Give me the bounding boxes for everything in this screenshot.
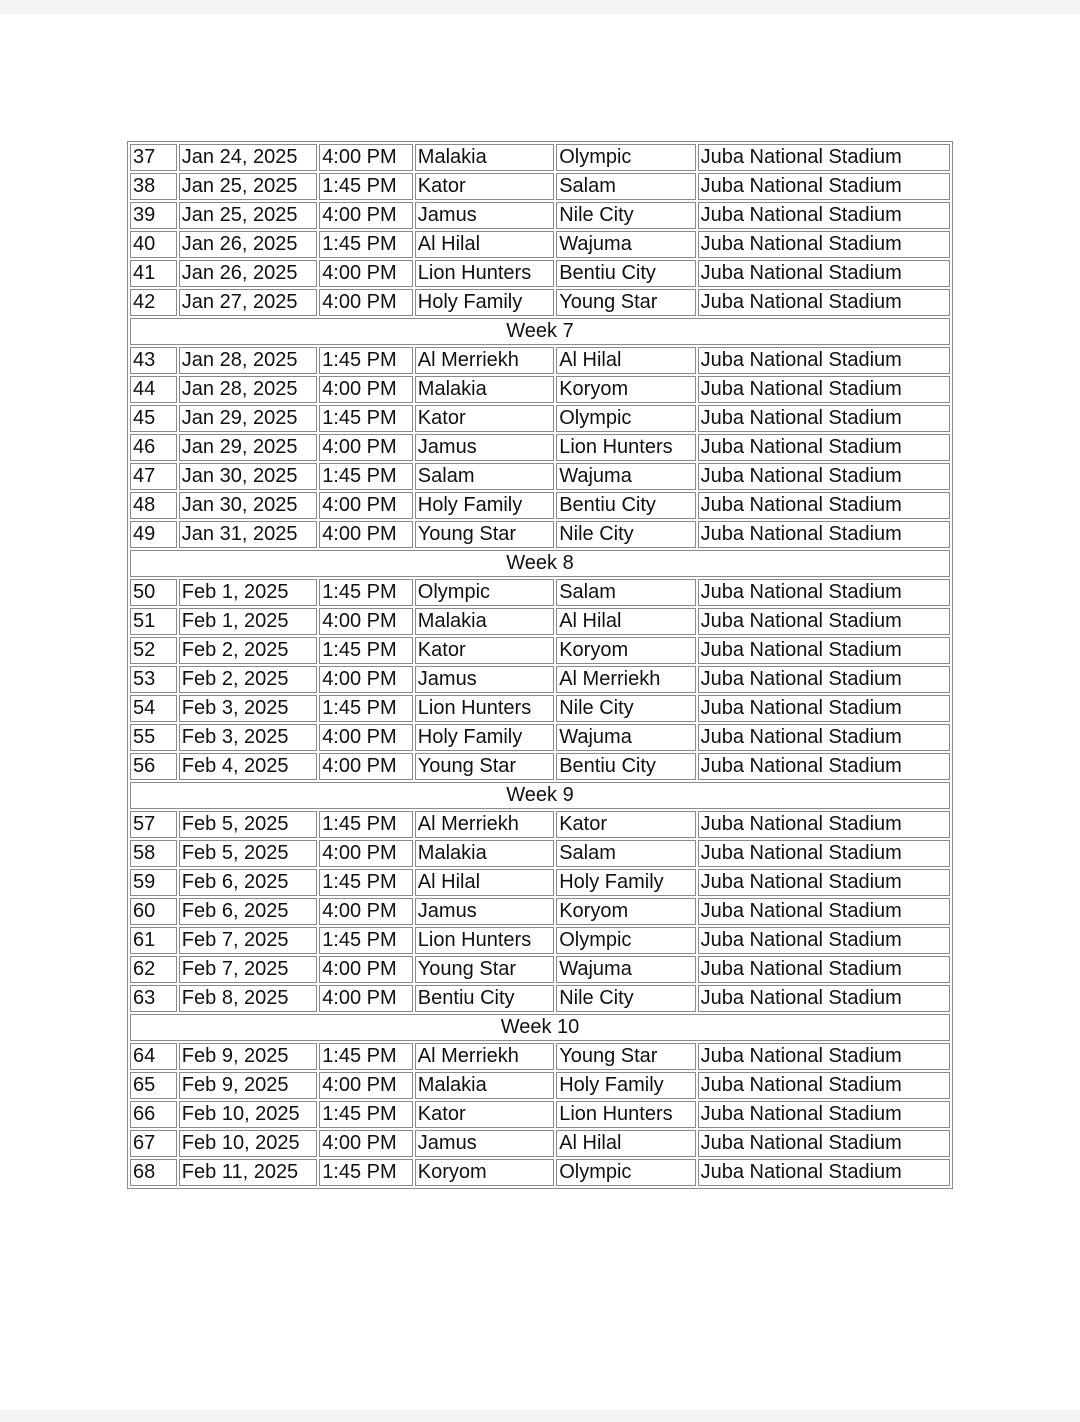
away-team: Koryom [556,898,695,925]
home-team: Malakia [415,840,554,867]
match-time: 4:00 PM [319,840,413,867]
match-number: 57 [130,811,177,838]
away-team: Holy Family [556,869,695,896]
match-time: 1:45 PM [319,811,413,838]
home-team: Jamus [415,202,554,229]
home-team: Malakia [415,1072,554,1099]
match-venue: Juba National Stadium [698,811,950,838]
fixtures-body [130,144,950,1186]
table-row [130,260,950,287]
home-team: Malakia [415,608,554,635]
match-date: Feb 2, 2025 [179,637,317,664]
match-number: 45 [130,405,177,432]
home-team: Lion Hunters [415,927,554,954]
home-team: Holy Family [415,492,554,519]
match-number: 64 [130,1043,177,1070]
match-number: 46 [130,434,177,461]
match-time: 1:45 PM [319,1101,413,1128]
match-date: Feb 3, 2025 [179,695,317,722]
away-team: Olympic [556,144,695,171]
match-time: 1:45 PM [319,579,413,606]
home-team: Young Star [415,521,554,548]
table-row [130,956,950,983]
match-venue: Juba National Stadium [698,347,950,374]
home-team: Al Hilal [415,869,554,896]
match-time: 1:45 PM [319,405,413,432]
match-time: 4:00 PM [319,144,413,171]
away-team: Olympic [556,405,695,432]
match-venue: Juba National Stadium [698,608,950,635]
match-venue: Juba National Stadium [698,1101,950,1128]
home-team: Al Merriekh [415,811,554,838]
table-row [130,811,950,838]
home-team: Kator [415,637,554,664]
table-row [130,173,950,200]
match-date: Feb 7, 2025 [179,927,317,954]
away-team: Koryom [556,376,695,403]
away-team: Koryom [556,637,695,664]
match-time: 4:00 PM [319,202,413,229]
match-date: Jan 26, 2025 [179,260,317,287]
table-row [130,231,950,258]
home-team: Young Star [415,956,554,983]
match-date: Jan 25, 2025 [179,202,317,229]
match-date: Jan 25, 2025 [179,173,317,200]
away-team: Holy Family [556,1072,695,1099]
match-number: 67 [130,1130,177,1157]
away-team: Lion Hunters [556,434,695,461]
home-team: Holy Family [415,724,554,751]
away-team: Bentiu City [556,753,695,780]
match-date: Feb 10, 2025 [179,1101,317,1128]
home-team: Jamus [415,666,554,693]
match-time: 4:00 PM [319,956,413,983]
week-label: Week 8 [130,550,950,577]
match-time: 4:00 PM [319,521,413,548]
away-team: Wajuma [556,724,695,751]
match-number: 53 [130,666,177,693]
table-row [130,289,950,316]
home-team: Al Hilal [415,231,554,258]
home-team: Kator [415,173,554,200]
match-venue: Juba National Stadium [698,666,950,693]
away-team: Nile City [556,695,695,722]
table-row [130,666,950,693]
week-label: Week 10 [130,1014,950,1041]
home-team: Al Merriekh [415,347,554,374]
match-number: 60 [130,898,177,925]
table-row [130,1159,950,1186]
home-team: Jamus [415,434,554,461]
fixtures-table [127,141,953,1189]
match-number: 62 [130,956,177,983]
match-venue: Juba National Stadium [698,521,950,548]
away-team: Young Star [556,1043,695,1070]
match-venue: Juba National Stadium [698,637,950,664]
away-team: Salam [556,173,695,200]
week-header-row [130,1014,950,1041]
table-row [130,1072,950,1099]
home-team: Olympic [415,579,554,606]
match-time: 4:00 PM [319,1130,413,1157]
match-time: 1:45 PM [319,1159,413,1186]
match-date: Jan 28, 2025 [179,347,317,374]
match-venue: Juba National Stadium [698,260,950,287]
match-number: 59 [130,869,177,896]
table-row [130,1130,950,1157]
match-date: Feb 2, 2025 [179,666,317,693]
match-date: Feb 7, 2025 [179,956,317,983]
match-venue: Juba National Stadium [698,173,950,200]
away-team: Nile City [556,202,695,229]
match-venue: Juba National Stadium [698,985,950,1012]
match-number: 58 [130,840,177,867]
week-header-row [130,550,950,577]
home-team: Kator [415,1101,554,1128]
away-team: Al Hilal [556,608,695,635]
match-number: 68 [130,1159,177,1186]
table-row [130,695,950,722]
match-time: 4:00 PM [319,753,413,780]
match-date: Feb 8, 2025 [179,985,317,1012]
match-venue: Juba National Stadium [698,1130,950,1157]
table-row [130,927,950,954]
home-team: Lion Hunters [415,695,554,722]
home-team: Young Star [415,753,554,780]
match-venue: Juba National Stadium [698,202,950,229]
match-number: 54 [130,695,177,722]
match-time: 1:45 PM [319,1043,413,1070]
away-team: Lion Hunters [556,1101,695,1128]
match-time: 1:45 PM [319,927,413,954]
match-date: Jan 30, 2025 [179,492,317,519]
match-time: 4:00 PM [319,1072,413,1099]
table-row [130,492,950,519]
table-row [130,985,950,1012]
away-team: Nile City [556,985,695,1012]
match-venue: Juba National Stadium [698,1159,950,1186]
match-venue: Juba National Stadium [698,434,950,461]
match-venue: Juba National Stadium [698,840,950,867]
match-number: 56 [130,753,177,780]
away-team: Nile City [556,521,695,548]
match-date: Feb 5, 2025 [179,811,317,838]
match-time: 4:00 PM [319,985,413,1012]
match-time: 4:00 PM [319,376,413,403]
away-team: Kator [556,811,695,838]
match-date: Jan 28, 2025 [179,376,317,403]
week-header-row [130,782,950,809]
table-row [130,1043,950,1070]
match-venue: Juba National Stadium [698,898,950,925]
home-team: Al Merriekh [415,1043,554,1070]
match-number: 61 [130,927,177,954]
match-time: 1:45 PM [319,231,413,258]
match-date: Jan 24, 2025 [179,144,317,171]
match-time: 4:00 PM [319,434,413,461]
match-date: Jan 31, 2025 [179,521,317,548]
match-venue: Juba National Stadium [698,144,950,171]
away-team: Al Merriekh [556,666,695,693]
match-venue: Juba National Stadium [698,231,950,258]
match-venue: Juba National Stadium [698,463,950,490]
match-venue: Juba National Stadium [698,579,950,606]
match-time: 4:00 PM [319,666,413,693]
match-venue: Juba National Stadium [698,1072,950,1099]
match-number: 55 [130,724,177,751]
match-time: 1:45 PM [319,695,413,722]
table-row [130,144,950,171]
match-venue: Juba National Stadium [698,724,950,751]
table-row [130,840,950,867]
match-time: 4:00 PM [319,492,413,519]
match-number: 52 [130,637,177,664]
home-team: Kator [415,405,554,432]
match-date: Feb 6, 2025 [179,898,317,925]
week-label: Week 9 [130,782,950,809]
match-date: Feb 1, 2025 [179,579,317,606]
home-team: Koryom [415,1159,554,1186]
match-number: 65 [130,1072,177,1099]
away-team: Wajuma [556,231,695,258]
match-time: 1:45 PM [319,347,413,374]
match-number: 42 [130,289,177,316]
match-venue: Juba National Stadium [698,753,950,780]
table-row [130,434,950,461]
match-time: 4:00 PM [319,724,413,751]
match-number: 49 [130,521,177,548]
home-team: Jamus [415,898,554,925]
match-number: 43 [130,347,177,374]
match-time: 4:00 PM [319,898,413,925]
table-row [130,376,950,403]
match-date: Jan 27, 2025 [179,289,317,316]
match-date: Jan 29, 2025 [179,405,317,432]
table-row [130,202,950,229]
match-time: 4:00 PM [319,260,413,287]
away-team: Salam [556,840,695,867]
match-date: Feb 9, 2025 [179,1072,317,1099]
away-team: Olympic [556,927,695,954]
table-row [130,521,950,548]
match-date: Feb 10, 2025 [179,1130,317,1157]
table-row [130,1101,950,1128]
match-time: 1:45 PM [319,173,413,200]
match-time: 1:45 PM [319,637,413,664]
away-team: Al Hilal [556,347,695,374]
match-number: 63 [130,985,177,1012]
match-venue: Juba National Stadium [698,956,950,983]
match-date: Jan 30, 2025 [179,463,317,490]
match-number: 50 [130,579,177,606]
table-row [130,405,950,432]
away-team: Salam [556,579,695,606]
table-row [130,463,950,490]
home-team: Jamus [415,1130,554,1157]
week-header-row [130,318,950,345]
away-team: Bentiu City [556,492,695,519]
home-team: Malakia [415,144,554,171]
match-venue: Juba National Stadium [698,405,950,432]
match-date: Feb 4, 2025 [179,753,317,780]
match-number: 39 [130,202,177,229]
away-team: Wajuma [556,956,695,983]
away-team: Young Star [556,289,695,316]
week-label: Week 7 [130,318,950,345]
match-date: Feb 6, 2025 [179,869,317,896]
match-date: Feb 1, 2025 [179,608,317,635]
home-team: Bentiu City [415,985,554,1012]
table-row [130,347,950,374]
away-team: Wajuma [556,463,695,490]
match-venue: Juba National Stadium [698,1043,950,1070]
match-number: 66 [130,1101,177,1128]
table-row [130,724,950,751]
match-date: Jan 26, 2025 [179,231,317,258]
match-date: Feb 3, 2025 [179,724,317,751]
table-row [130,608,950,635]
match-venue: Juba National Stadium [698,289,950,316]
table-row [130,898,950,925]
match-venue: Juba National Stadium [698,376,950,403]
table-row [130,753,950,780]
match-number: 40 [130,231,177,258]
match-date: Feb 9, 2025 [179,1043,317,1070]
table-row [130,869,950,896]
home-team: Malakia [415,376,554,403]
home-team: Holy Family [415,289,554,316]
table-row [130,579,950,606]
match-venue: Juba National Stadium [698,695,950,722]
match-number: 41 [130,260,177,287]
document-page [0,14,1080,1410]
match-venue: Juba National Stadium [698,492,950,519]
away-team: Olympic [556,1159,695,1186]
match-time: 1:45 PM [319,869,413,896]
home-team: Lion Hunters [415,260,554,287]
match-date: Feb 5, 2025 [179,840,317,867]
match-time: 1:45 PM [319,463,413,490]
match-number: 51 [130,608,177,635]
match-number: 47 [130,463,177,490]
home-team: Salam [415,463,554,490]
match-number: 44 [130,376,177,403]
away-team: Bentiu City [556,260,695,287]
match-time: 4:00 PM [319,608,413,635]
match-venue: Juba National Stadium [698,869,950,896]
match-number: 48 [130,492,177,519]
match-date: Feb 11, 2025 [179,1159,317,1186]
table-row [130,637,950,664]
match-date: Jan 29, 2025 [179,434,317,461]
match-number: 37 [130,144,177,171]
match-time: 4:00 PM [319,289,413,316]
match-venue: Juba National Stadium [698,927,950,954]
away-team: Al Hilal [556,1130,695,1157]
match-number: 38 [130,173,177,200]
